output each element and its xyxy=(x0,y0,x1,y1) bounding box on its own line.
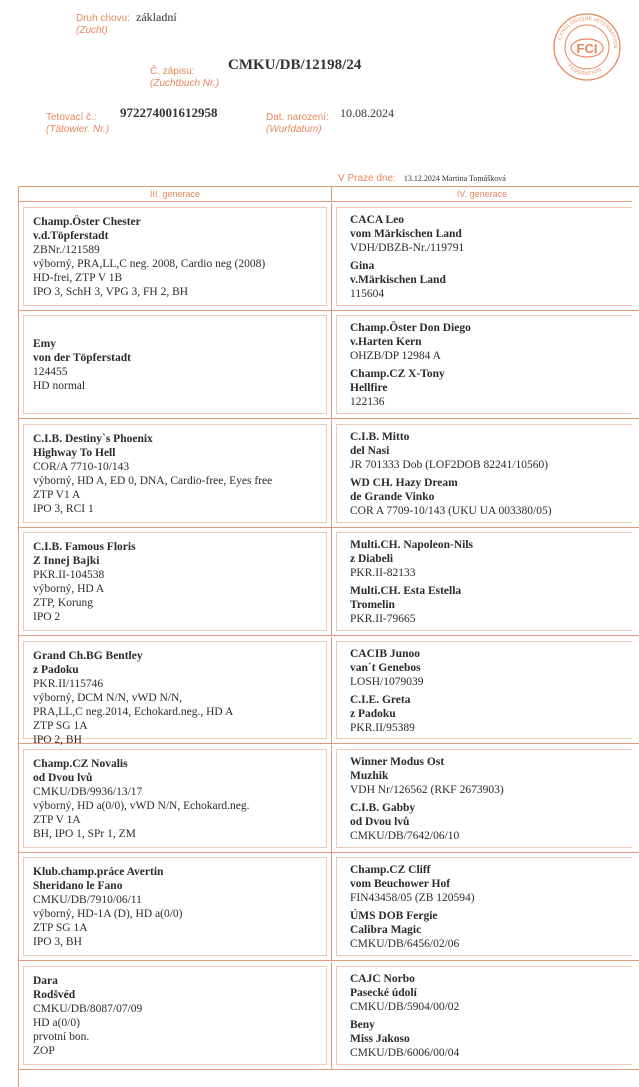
gen4-cell xyxy=(332,637,632,744)
dog-detail-line: 124455 xyxy=(33,365,68,378)
dog-kennel: v.Märkischen Land xyxy=(350,274,446,286)
dog-detail-line: PKR.II/115746 xyxy=(33,677,104,690)
gen4-cell xyxy=(332,962,632,1069)
gen3-cell xyxy=(19,420,332,527)
dog-registration: PKR.II-79665 xyxy=(350,613,416,626)
registration-number: CMKU/DB/12198/24 xyxy=(228,57,362,73)
dog-detail-line: prvotní bon. xyxy=(33,1030,90,1043)
dog-name: CACIB Junoo xyxy=(350,647,420,660)
dog-name: Champ.CZ Cliff xyxy=(350,864,431,877)
dog-registration: JR 701333 Dob (LOF2DOB 82241/10560) xyxy=(350,458,549,471)
dog-registration: CMKU/DB/6006/00/04 xyxy=(350,1046,460,1059)
dog-detail-line: HD normal xyxy=(33,379,86,392)
dog-detail-line: ZTP V 1A xyxy=(33,814,81,826)
dog-kennel: Pasecké údolí xyxy=(350,986,417,999)
tattoo-label: Tetovací č.: (Tätowier. Nr.) xyxy=(46,112,110,135)
tattoo-value: 972274001612958 xyxy=(120,105,218,120)
dog-detail-line: výborný, HD a(0/0), vWD N/N, Echokard.neg. xyxy=(33,800,250,812)
pedigree-row xyxy=(19,203,639,311)
dog-detail-line: CMKU/DB/7910/06/11 xyxy=(33,894,142,907)
dog-detail-line: BH, IPO 1, SPr 1, ZM xyxy=(33,828,136,840)
dog-kennel: Miss Jakoso xyxy=(350,1032,410,1045)
gen4-sire xyxy=(350,972,459,1014)
gen3-dog xyxy=(33,757,250,841)
dog-detail-line: výborný, HD A, ED 0, DNA, Cardio-free, Eyes free xyxy=(33,474,273,487)
dog-kennel: von der Töpferstadt xyxy=(33,351,131,364)
gen4-cell xyxy=(332,311,632,418)
dog-name: Gina xyxy=(350,260,375,272)
gen4-cell xyxy=(332,203,632,310)
dog-kennel: Tromelin xyxy=(350,599,395,612)
dog-detail-line: výborný, HD A xyxy=(33,583,105,596)
dog-detail-line: PKR.II-104538 xyxy=(33,569,105,582)
registration-label: Č. zápisu: (Zuchtbuch Nr.) xyxy=(150,66,220,89)
dog-kennel: van´t Genebos xyxy=(350,661,421,674)
dog-kennel: od Dvou lvů xyxy=(33,772,93,784)
dog-kennel: Z Innej Bajki xyxy=(33,555,100,568)
dog-registration: VDH Nr/126562 (RKF 2673903) xyxy=(350,784,504,796)
dog-name: Champ.CZ Novalis xyxy=(33,758,128,770)
gen4-sire xyxy=(350,321,471,363)
dog-kennel: vom Beuchower Hof xyxy=(350,878,451,891)
pedigree-table xyxy=(18,186,639,1087)
pedigree-row xyxy=(19,637,639,745)
gen3-dog xyxy=(33,649,233,747)
gen4-cell xyxy=(332,853,632,960)
dog-registration: CMKU/DB/7642/06/10 xyxy=(350,830,460,842)
gen4-dam xyxy=(350,584,461,626)
dog-name: C.I.B. Gabby xyxy=(350,802,416,814)
gen4-dam xyxy=(350,1018,459,1060)
dog-name: CAJC Norbo xyxy=(350,972,415,985)
gen3-dog xyxy=(33,432,272,516)
pedigree-row xyxy=(19,853,639,961)
dog-detail-line: výborný, PRA,LL,C neg. 2008, Cardio neg (2008) xyxy=(33,258,266,270)
gen4-sire xyxy=(350,430,548,472)
birth-date-value: 10.08.2024 xyxy=(340,106,394,120)
dog-kennel: vom Märkischen Land xyxy=(350,228,462,240)
dog-kennel: z Padoku xyxy=(33,663,79,676)
dog-registration: CMKU/DB/6456/02/06 xyxy=(350,938,460,951)
gen3-dog xyxy=(33,311,131,418)
dog-detail-line: IPO 3, RCI 1 xyxy=(33,502,94,515)
dog-detail-line: ZTP V1 A xyxy=(33,488,81,501)
dog-kennel: z Padoku xyxy=(350,707,396,720)
dog-detail-line: IPO 3, SchH 3, VPG 3, FH 2, BH xyxy=(33,286,189,298)
dog-detail-line: PRA,LL,C neg.2014, Echokard.neg., HD A xyxy=(33,705,234,718)
dog-name: C.I.B. Famous Floris xyxy=(33,541,136,554)
dog-kennel: Calibra Magic xyxy=(350,924,422,937)
gen4-sire xyxy=(350,863,475,905)
dog-name: Champ.Öster Don Diego xyxy=(350,322,471,335)
gen4-sire xyxy=(350,647,423,689)
dog-name: ÚMS DOB Fergie xyxy=(350,910,438,923)
dog-registration: 115604 xyxy=(350,288,385,300)
gen4-cell xyxy=(332,420,632,527)
dog-name: Grand Ch.BG Bentley xyxy=(33,649,143,662)
column-header-gen4: IV. generace xyxy=(332,187,632,202)
dog-name: Multi.CH. Esta Estella xyxy=(350,585,462,598)
dog-detail-line: HD-frei, ZTP V 1B xyxy=(33,272,123,284)
dog-detail-line: IPO 2, BH xyxy=(33,733,82,746)
dog-kennel: del Nasi xyxy=(350,444,390,457)
dog-name: Emy xyxy=(33,337,56,350)
column-header-gen3: III. generace xyxy=(19,187,332,202)
gen3-dog xyxy=(33,540,136,624)
dog-name: Dara xyxy=(33,974,58,987)
dog-registration: PKR.II/95389 xyxy=(350,721,415,734)
breed-label: Druh chovu: (Zucht) xyxy=(76,13,130,36)
dog-registration: PKR.II-82133 xyxy=(350,567,416,580)
issue-place-date xyxy=(338,168,506,186)
gen3-dog xyxy=(33,974,142,1058)
dog-detail-line: HD a(0/0) xyxy=(33,1016,80,1029)
logo-text: FCI xyxy=(576,41,598,56)
dog-name: Champ.Öster Chester xyxy=(33,216,141,228)
dog-registration: CMKU/DB/5904/00/02 xyxy=(350,1000,460,1013)
pedigree-row xyxy=(19,311,639,419)
dog-detail-line: výborný, DCM N/N, vWD N/N, xyxy=(33,691,183,704)
gen4-dam xyxy=(350,693,415,735)
dog-name: C.I.B. Destiny`s Phoenix xyxy=(33,432,153,445)
dog-detail-line: IPO 2 xyxy=(33,611,61,624)
pedigree-row xyxy=(19,528,639,636)
logo-ring-top: CYNOLOGIQUE INTERNATION xyxy=(556,15,619,49)
dog-name: Beny xyxy=(350,1018,375,1031)
gen4-cell xyxy=(332,745,632,852)
dog-kennel: v.d.Töpferstadt xyxy=(33,230,109,242)
gen3-cell xyxy=(19,745,332,852)
dog-detail-line: ZTP, Korung xyxy=(33,597,94,610)
dog-detail-line: COR/A 7710-10/143 xyxy=(33,460,130,473)
dog-detail-line: CMKU/DB/9936/13/17 xyxy=(33,786,143,798)
gen3-dog xyxy=(33,215,265,299)
dog-detail-line: ZBNr./121589 xyxy=(33,244,100,256)
dog-name: Winner Modus Ost xyxy=(350,756,445,768)
dog-registration: 122136 xyxy=(350,396,385,409)
gen3-cell xyxy=(19,962,332,1069)
dog-registration: VDH/DBZB-Nr./119791 xyxy=(350,242,465,254)
dog-name: WD CH. Hazy Dream xyxy=(350,476,458,489)
dog-name: Klub.champ.práce Avertin xyxy=(33,866,164,879)
gen4-dam xyxy=(350,367,445,409)
dog-name: CACA Leo xyxy=(350,214,404,226)
dog-name: C.I.B. Mitto xyxy=(350,430,410,443)
dog-registration: OHZB/DP 12984 A xyxy=(350,350,441,363)
pedigree-row xyxy=(19,962,639,1070)
dog-detail-line: CMKU/DB/8087/07/09 xyxy=(33,1002,143,1015)
gen4-cell xyxy=(332,528,632,635)
issue-date-signature: 13.12.2024 Martina Tomášková xyxy=(403,174,506,183)
dog-name: Multi.CH. Napoleon-Nils xyxy=(350,539,473,552)
gen4-dam xyxy=(350,259,446,301)
pedigree-row xyxy=(19,420,639,528)
dog-detail-line: IPO 3, BH xyxy=(33,936,82,949)
gen4-sire xyxy=(350,538,473,580)
dog-kennel: Hellfire xyxy=(350,382,388,395)
dog-kennel: Muzhik xyxy=(350,770,389,782)
birth-date-label: Dat. narození: (Wurfdatum) xyxy=(266,112,329,135)
gen4-dam xyxy=(350,801,459,843)
dog-detail-line: ZTP SG 1A xyxy=(33,922,88,935)
dog-detail-line: výborný, HD-1A (D), HD a(0/0) xyxy=(33,908,183,921)
dog-registration: FIN43458/05 (ZB 120594) xyxy=(350,892,475,905)
gen4-dam xyxy=(350,476,552,518)
gen3-cell xyxy=(19,853,332,960)
dog-detail-line: ZOP xyxy=(33,1044,55,1057)
breed-value: základní xyxy=(136,10,177,24)
dog-kennel: v.Harten Kern xyxy=(350,336,422,349)
dog-detail-line: ZTP SG 1A xyxy=(33,719,88,732)
dog-kennel: Rodšvéd xyxy=(33,988,76,1001)
dog-kennel: Highway To Hell xyxy=(33,446,116,459)
gen3-cell xyxy=(19,637,332,744)
gen4-dam xyxy=(350,909,459,951)
dog-registration: COR A 7709-10/143 (UKU UA 003380/05) xyxy=(350,504,552,517)
dog-registration: LOSH/1079039 xyxy=(350,675,424,688)
gen3-cell xyxy=(19,311,332,418)
gen3-dog xyxy=(33,865,182,949)
dog-kennel: z Diabeli xyxy=(350,553,394,566)
dog-kennel: Sheridano le Fano xyxy=(33,880,123,893)
gen4-sire xyxy=(350,213,464,255)
gen4-sire xyxy=(350,755,504,797)
fci-logo-icon xyxy=(552,12,622,82)
logo-ring-bottom: FEDERATION xyxy=(566,63,604,77)
gen3-cell xyxy=(19,203,332,310)
gen3-cell xyxy=(19,528,332,635)
dog-kennel: od Dvou lvů xyxy=(350,816,410,828)
pedigree-row xyxy=(19,745,639,853)
issue-place-label: V Praze dne: xyxy=(338,173,396,184)
dog-kennel: de Grande Vinko xyxy=(350,490,435,503)
svg-text:FEDERATION xyxy=(566,63,603,77)
dog-name: C.I.E. Greta xyxy=(350,693,411,706)
dog-name: Champ.CZ X-Tony xyxy=(350,368,445,381)
